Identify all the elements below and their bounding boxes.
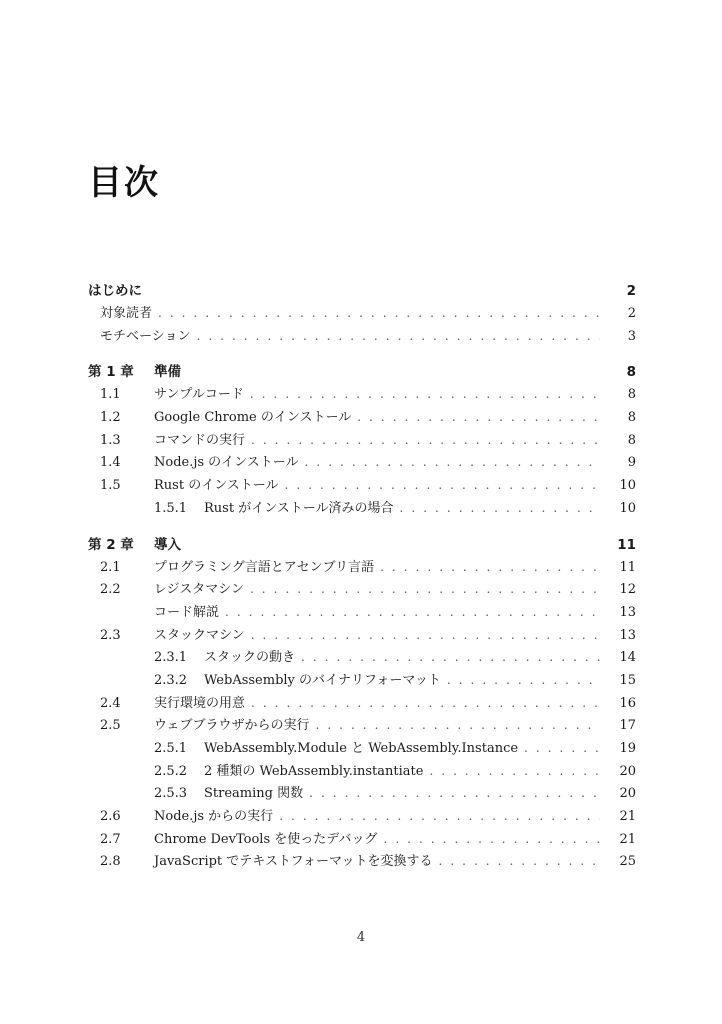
leader-dots: [400, 497, 600, 520]
toc-label: JavaScript でテキストフォーマットを変換する: [154, 854, 433, 870]
leader-dots: [524, 737, 600, 760]
toc-page: 9: [627, 455, 636, 471]
toc-page: 10: [619, 478, 636, 494]
toc-page: 14: [619, 650, 636, 666]
toc-entry[interactable]: [88, 669, 636, 692]
leader-dots: [383, 828, 600, 851]
toc-label: 導入: [154, 536, 181, 553]
toc-page: 3: [627, 328, 636, 344]
section-number: 2.6: [100, 809, 121, 825]
toc-page: 8: [627, 432, 636, 448]
toc-entry[interactable]: [88, 828, 636, 851]
toc-page: 11: [619, 559, 636, 575]
leader-dots: [250, 578, 600, 601]
toc-entry[interactable]: [88, 325, 636, 348]
toc-label: レジスタマシン: [154, 582, 244, 598]
toc-label: Node.js からの実行: [154, 809, 274, 825]
page-number: 4: [356, 930, 366, 945]
subsection-number: 2.5.1: [154, 741, 188, 756]
section-number: 1.4: [100, 455, 121, 471]
leader-dots: [447, 669, 600, 692]
leader-dots: [158, 302, 600, 325]
toc-entry[interactable]: [88, 556, 636, 579]
toc-entry[interactable]: [88, 497, 636, 520]
toc-label: Rust がインストール済みの場合: [204, 500, 394, 516]
subsection-number: 1.5.1: [154, 500, 188, 516]
leader-dots: [305, 451, 600, 474]
leader-dots: [315, 714, 600, 737]
toc-page: 19: [619, 741, 636, 756]
toc-entry[interactable]: [88, 383, 636, 406]
toc-entry[interactable]: [88, 850, 636, 873]
leader-dots: [301, 646, 600, 669]
toc-label: Google Chrome のインストール: [154, 410, 352, 426]
toc-entry[interactable]: [88, 692, 636, 715]
leader-dots: [251, 429, 600, 452]
chapter-number: 第 1 章: [88, 364, 134, 381]
toc-page: 8: [626, 364, 636, 381]
toc-entry[interactable]: [88, 805, 636, 828]
toc-entry[interactable]: [88, 406, 636, 429]
toc-label: コマンドの実行: [154, 432, 246, 448]
toc-label: ウェブブラウザからの実行: [154, 718, 310, 734]
leader-dots: [279, 805, 600, 828]
toc-page: 12: [619, 582, 636, 598]
toc-label: Rust のインストール: [154, 478, 279, 494]
section-number: 1.1: [100, 387, 121, 403]
leader-dots: [196, 325, 600, 348]
toc-entry[interactable]: [88, 714, 636, 737]
toc-entry-front[interactable]: [88, 280, 636, 302]
toc-page: 11: [617, 536, 636, 553]
subsection-number: 2.5.3: [154, 786, 188, 802]
subsection-number: 2.5.2: [154, 763, 188, 779]
section-number: 2.8: [100, 854, 121, 870]
toc-label: コード解説: [154, 604, 220, 620]
toc-label: はじめに: [88, 283, 142, 299]
section-number: 2.3: [100, 627, 121, 643]
section-number: 1.2: [100, 410, 121, 426]
toc-page: 2: [627, 306, 636, 321]
toc-page: 15: [619, 672, 636, 688]
toc-label: プログラミング言語とアセンブリ言語: [154, 559, 375, 575]
page-title: 目次: [88, 163, 160, 203]
leader-dots: [438, 850, 600, 873]
section-number: 1.5: [100, 478, 121, 494]
section-number: 2.1: [100, 559, 121, 575]
table-of-contents: [88, 280, 636, 873]
toc-label: Streaming 関数: [204, 786, 304, 802]
toc-entry[interactable]: [88, 760, 636, 783]
toc-label: 実行環境の用意: [154, 695, 246, 711]
toc-page: 13: [619, 604, 636, 620]
subsection-number: 2.3.2: [154, 672, 188, 688]
toc-entry-chapter-2[interactable]: [88, 534, 636, 556]
toc-entry[interactable]: [88, 451, 636, 474]
toc-page: 2: [626, 283, 636, 299]
toc-page: 20: [619, 786, 636, 802]
toc-entry-chapter-1[interactable]: [88, 361, 636, 383]
leader-dots: [309, 782, 600, 805]
toc-label: サンプルコード: [154, 387, 244, 403]
chapter-number: 第 2 章: [88, 536, 134, 553]
toc-page: 20: [619, 763, 636, 779]
toc-page: 17: [619, 718, 636, 734]
toc-label: WebAssembly.Module と WebAssembly.Instance: [204, 741, 519, 756]
toc-entry[interactable]: [88, 737, 636, 760]
toc-label: 準備: [154, 364, 181, 381]
toc-entry[interactable]: [88, 578, 636, 601]
toc-entry[interactable]: [88, 624, 636, 647]
toc-entry[interactable]: [88, 782, 636, 805]
toc-label: 対象読者: [100, 306, 153, 321]
toc-page: 16: [619, 695, 636, 711]
toc-page: 21: [619, 831, 636, 847]
leader-dots: [429, 760, 600, 783]
toc-entry[interactable]: [88, 474, 636, 497]
leader-dots: [285, 474, 600, 497]
section-number: 2.5: [100, 718, 121, 734]
toc-entry[interactable]: [88, 646, 636, 669]
toc-entry[interactable]: [88, 601, 636, 624]
toc-entry[interactable]: [88, 302, 636, 325]
toc-label: モチベーション: [100, 328, 191, 344]
toc-label: スタックの動き: [204, 650, 296, 666]
toc-page: 8: [627, 387, 636, 403]
subsection-number: 2.3.1: [154, 650, 188, 666]
toc-entry[interactable]: [88, 429, 636, 452]
leader-dots: [357, 406, 600, 429]
section-number: 2.2: [100, 582, 121, 598]
toc-page: 13: [619, 627, 636, 643]
toc-page: 10: [619, 500, 636, 516]
toc-page: 21: [619, 809, 636, 825]
leader-dots: [250, 383, 600, 406]
toc-label: WebAssembly のバイナリフォーマット: [204, 672, 441, 688]
leader-dots: [251, 624, 600, 647]
section-number: 2.7: [100, 831, 121, 847]
toc-page: 25: [619, 854, 636, 870]
toc-label: 2 種類の WebAssembly.instantiate: [204, 763, 424, 779]
leader-dots: [225, 601, 600, 624]
section-number: 1.3: [100, 432, 121, 448]
leader-dots: [251, 692, 600, 715]
leader-dots: [380, 556, 600, 579]
toc-label: Chrome DevTools を使ったデバッグ: [154, 831, 378, 847]
toc-label: スタックマシン: [154, 627, 245, 643]
section-number: 2.4: [100, 695, 121, 711]
toc-label: Node.js のインストール: [154, 455, 299, 471]
toc-page: 8: [627, 410, 636, 426]
